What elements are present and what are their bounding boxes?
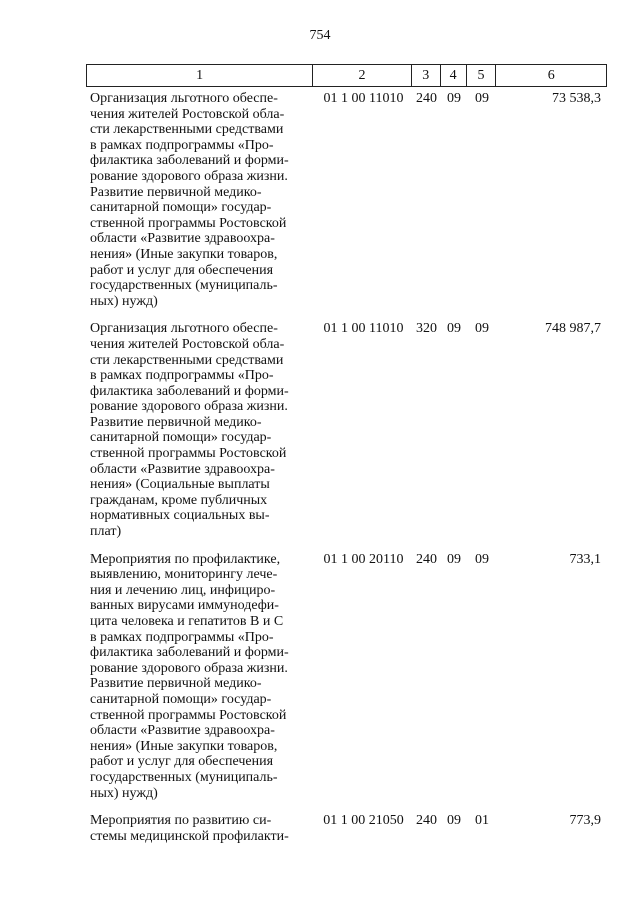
row-section: 09 — [447, 91, 461, 106]
table-row — [86, 91, 607, 309]
row-subsection: 09 — [475, 91, 489, 106]
row-expense-type: 240 — [416, 551, 437, 567]
header-col-6: 6 — [547, 68, 555, 83]
row-target-code: 01 1 00 11010 — [323, 321, 404, 337]
row-target-code: 01 1 00 21050 — [323, 813, 404, 829]
row-amount: 748 987,7 — [545, 321, 601, 337]
row-description: Организация льготного обеспе- чения жителей Ростовской обла- сти лекарственными средствами в рамках подпрограммы «Про- филактика заболеваний и форми- рование здорового образа жизни. Развитие первичной медико- санитарной помощи» государ- ственной программы Ростовской области «Развитие здравоохра- нения» (Социальные выплаты гражданам, кроме публичных нормативных социальных вы- плат) — [90, 321, 289, 540]
table-row — [86, 552, 607, 802]
row-amount: 733,1 — [569, 551, 601, 567]
table-row — [86, 813, 607, 844]
table-header — [86, 64, 607, 87]
row-section: 09 — [447, 321, 461, 337]
row-description: Мероприятия по развитию си- стемы медицинской профилакти- — [90, 813, 289, 844]
row-subsection: 09 — [475, 321, 489, 337]
row-subsection: 09 — [475, 551, 489, 567]
row-amount: 73 538,3 — [552, 91, 601, 106]
table-body — [86, 91, 607, 856]
row-section: 09 — [447, 551, 461, 567]
row-target-code: 01 1 00 11010 — [323, 91, 404, 106]
row-description: Мероприятия по профилактике, выявлению, мониторингу лече- ния и лечению лиц, инфициро- ванных вирусами иммунодефи- цита человека и гепатитов B и C в рамках подпрограммы «Про- филактика заболеваний и форми- рование здорового образа жизни. Развитие первичной медико- санитарной помощи» государ- ственной программы Ростовской области «Развитие здравоохра- нения» (Иные закупки товаров, работ и услуг для обеспечения государственных (муниципаль- ных) нужд) — [90, 551, 289, 801]
row-description: Организация льготного обеспе- чения жителей Ростовской обла- сти лекарственными средствами в рамках подпрограммы «Про- филактика заболеваний и форми- рование здорового образа жизни. Развитие первичной медико- санитарной помощи» государ- ственной программы Ростовской области «Развитие здравоохра- нения» (Иные закупки товаров, работ и услуг для обеспечения государственных (муниципаль- ных) нужд) — [90, 91, 289, 309]
row-expense-type: 240 — [416, 91, 437, 106]
row-subsection: 01 — [475, 813, 489, 829]
row-section: 09 — [447, 813, 461, 829]
row-amount: 773,9 — [569, 813, 601, 829]
row-expense-type: 240 — [416, 813, 437, 829]
header-col-2: 2 — [313, 65, 412, 86]
header-col-4: 4 — [441, 65, 467, 86]
header-col-5: 5 — [467, 65, 497, 86]
table-row — [86, 321, 607, 539]
header-col-1: 1 — [87, 65, 313, 86]
row-target-code: 01 1 00 20110 — [323, 551, 404, 567]
page-number: 754 — [309, 28, 331, 43]
row-expense-type: 320 — [416, 321, 437, 337]
header-col-3: 3 — [412, 65, 441, 86]
